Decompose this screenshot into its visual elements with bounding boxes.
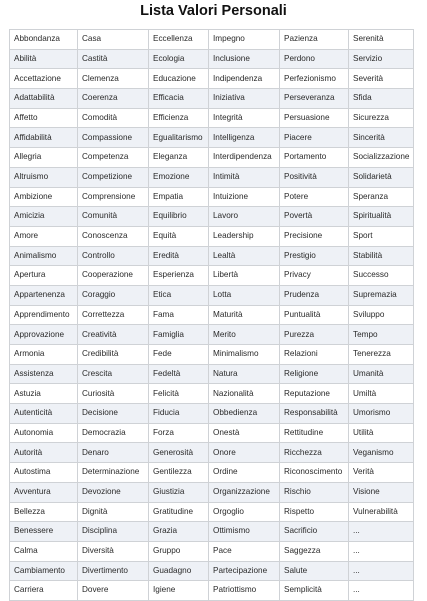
value-cell: Precisione (280, 226, 349, 246)
value-cell: Efficacia (149, 89, 209, 109)
value-cell: Intelligenza (209, 128, 280, 148)
value-cell: Autonomia (10, 423, 78, 443)
value-cell: Piacere (280, 128, 349, 148)
value-cell: Potere (280, 187, 349, 207)
value-cell: Sport (349, 226, 414, 246)
value-cell: Riconoscimento (280, 463, 349, 483)
value-cell: Perdono (280, 49, 349, 69)
value-cell: Ottimismo (209, 522, 280, 542)
value-cell: Natura (209, 364, 280, 384)
value-cell: Speranza (349, 187, 414, 207)
table-row (10, 167, 414, 187)
value-cell: Amicizia (10, 207, 78, 227)
value-cell: Giustizia (149, 482, 209, 502)
table-row (10, 207, 414, 227)
value-cell: Coraggio (78, 285, 149, 305)
value-cell: Iniziativa (209, 89, 280, 109)
value-cell: Forza (149, 423, 209, 443)
page-title: Lista Valori Personali (140, 3, 287, 19)
table-row (10, 69, 414, 89)
value-cell: Educazione (149, 69, 209, 89)
table-row (10, 404, 414, 424)
table-row (10, 285, 414, 305)
value-cell: Accettazione (10, 69, 78, 89)
table-row (10, 423, 414, 443)
table-row (10, 30, 414, 50)
values-table-body (10, 30, 414, 601)
value-cell: Supremazia (349, 285, 414, 305)
value-cell: Competenza (78, 148, 149, 168)
value-cell: Privacy (280, 266, 349, 286)
value-cell: Onore (209, 443, 280, 463)
value-cell: Cambiamento (10, 561, 78, 581)
value-cell: Esperienza (149, 266, 209, 286)
value-cell: Reputazione (280, 384, 349, 404)
value-cell: Curiosità (78, 384, 149, 404)
value-cell: Equità (149, 226, 209, 246)
value-cell: Diversità (78, 541, 149, 561)
value-cell: Tempo (349, 325, 414, 345)
table-row (10, 443, 414, 463)
value-cell: Rischio (280, 482, 349, 502)
value-cell: Casa (78, 30, 149, 50)
value-cell: Relazioni (280, 345, 349, 365)
table-row (10, 187, 414, 207)
value-cell: Severità (349, 69, 414, 89)
value-cell: Onestà (209, 423, 280, 443)
value-cell: Democrazia (78, 423, 149, 443)
value-cell: Empatia (149, 187, 209, 207)
value-cell: Allegria (10, 148, 78, 168)
value-cell: Conoscenza (78, 226, 149, 246)
value-cell: Tenerezza (349, 345, 414, 365)
value-cell: Socializzazione (349, 148, 414, 168)
value-cell: Integrità (209, 108, 280, 128)
value-cell: Sacrificio (280, 522, 349, 542)
table-row (10, 364, 414, 384)
table-row (10, 541, 414, 561)
value-cell: Sincerità (349, 128, 414, 148)
value-cell: Indipendenza (209, 69, 280, 89)
table-row (10, 384, 414, 404)
value-cell: Umanità (349, 364, 414, 384)
table-row (10, 463, 414, 483)
table-row (10, 108, 414, 128)
value-cell: Assistenza (10, 364, 78, 384)
value-cell: Minimalismo (209, 345, 280, 365)
table-row (10, 128, 414, 148)
value-cell: Salute (280, 561, 349, 581)
value-cell: Affetto (10, 108, 78, 128)
value-cell: Comunità (78, 207, 149, 227)
value-cell: Adattabilità (10, 89, 78, 109)
value-cell: Prestigio (280, 246, 349, 266)
value-cell: Positività (280, 167, 349, 187)
value-cell: Animalismo (10, 246, 78, 266)
value-cell: Coerenza (78, 89, 149, 109)
value-cell: Dignità (78, 502, 149, 522)
value-cell: Gratitudine (149, 502, 209, 522)
value-cell: Autenticità (10, 404, 78, 424)
value-cell: Generosità (149, 443, 209, 463)
value-cell: Umorismo (349, 404, 414, 424)
value-cell: Umiltà (349, 384, 414, 404)
value-cell: Approvazione (10, 325, 78, 345)
value-cell: Clemenza (78, 69, 149, 89)
value-cell: Fede (149, 345, 209, 365)
value-cell: Semplicità (280, 581, 349, 601)
value-cell: Puntualità (280, 305, 349, 325)
value-cell: ... (349, 541, 414, 561)
value-cell: Fedeltà (149, 364, 209, 384)
value-cell: Impegno (209, 30, 280, 50)
value-cell: Famiglia (149, 325, 209, 345)
value-cell: Emozione (149, 167, 209, 187)
value-cell: Determinazione (78, 463, 149, 483)
value-cell: Servizio (349, 49, 414, 69)
value-cell: Persuasione (280, 108, 349, 128)
value-cell: Cooperazione (78, 266, 149, 286)
value-cell: Amore (10, 226, 78, 246)
value-cell: Solidarietà (349, 167, 414, 187)
value-cell: Eredità (149, 246, 209, 266)
value-cell: Organizzazione (209, 482, 280, 502)
values-table (9, 29, 414, 601)
value-cell: Utilità (349, 423, 414, 443)
value-cell: Intuizione (209, 187, 280, 207)
value-cell: Veganismo (349, 443, 414, 463)
value-cell: Appartenenza (10, 285, 78, 305)
value-cell: Abilità (10, 49, 78, 69)
value-cell: Sicurezza (349, 108, 414, 128)
value-cell: Portamento (280, 148, 349, 168)
value-cell: Egualitarismo (149, 128, 209, 148)
table-row (10, 148, 414, 168)
value-cell: ... (349, 561, 414, 581)
value-cell: Competizione (78, 167, 149, 187)
value-cell: Affidabilità (10, 128, 78, 148)
value-cell: Grazia (149, 522, 209, 542)
value-cell: Stabilità (349, 246, 414, 266)
value-cell: Felicità (149, 384, 209, 404)
value-cell: Partecipazione (209, 561, 280, 581)
value-cell: Perseveranza (280, 89, 349, 109)
value-cell: Guadagno (149, 561, 209, 581)
value-cell: Denaro (78, 443, 149, 463)
value-cell: Spiritualità (349, 207, 414, 227)
value-cell: Sviluppo (349, 305, 414, 325)
value-cell: Perfezionismo (280, 69, 349, 89)
value-cell: Gentilezza (149, 463, 209, 483)
value-cell: Merito (209, 325, 280, 345)
value-cell: Armonia (10, 345, 78, 365)
value-cell: Autostima (10, 463, 78, 483)
value-cell: Ambizione (10, 187, 78, 207)
value-cell: Libertà (209, 266, 280, 286)
value-cell: Serenità (349, 30, 414, 50)
table-row (10, 246, 414, 266)
value-cell: Equilibrio (149, 207, 209, 227)
value-cell: Decisione (78, 404, 149, 424)
value-cell: Carriera (10, 581, 78, 601)
value-cell: Patriottismo (209, 581, 280, 601)
value-cell: Astuzia (10, 384, 78, 404)
value-cell: Religione (280, 364, 349, 384)
value-cell: Visione (349, 482, 414, 502)
value-cell: Prudenza (280, 285, 349, 305)
value-cell: Maturità (209, 305, 280, 325)
value-cell: Comodità (78, 108, 149, 128)
value-cell: Responsabilità (280, 404, 349, 424)
value-cell: Dovere (78, 581, 149, 601)
value-cell: Nazionalità (209, 384, 280, 404)
value-cell: Abbondanza (10, 30, 78, 50)
value-cell: Comprensione (78, 187, 149, 207)
value-cell: Calma (10, 541, 78, 561)
value-cell: Ecologia (149, 49, 209, 69)
value-cell: ... (349, 581, 414, 601)
value-cell: Lealtà (209, 246, 280, 266)
table-row (10, 89, 414, 109)
table-row (10, 226, 414, 246)
value-cell: Igiene (149, 581, 209, 601)
value-cell: Interdipendenza (209, 148, 280, 168)
value-cell: Fama (149, 305, 209, 325)
value-cell: Disciplina (78, 522, 149, 542)
value-cell: Apprendimento (10, 305, 78, 325)
value-cell: Efficienza (149, 108, 209, 128)
value-cell: Intimità (209, 167, 280, 187)
value-cell: Eleganza (149, 148, 209, 168)
value-cell: Controllo (78, 246, 149, 266)
table-row (10, 49, 414, 69)
table-row (10, 482, 414, 502)
value-cell: Devozione (78, 482, 149, 502)
value-cell: Pazienza (280, 30, 349, 50)
value-cell: Verità (349, 463, 414, 483)
value-cell: Vulnerabilità (349, 502, 414, 522)
value-cell: Compassione (78, 128, 149, 148)
value-cell: Leadership (209, 226, 280, 246)
table-row (10, 325, 414, 345)
value-cell: Bellezza (10, 502, 78, 522)
value-cell: Rettitudine (280, 423, 349, 443)
value-cell: Avventura (10, 482, 78, 502)
value-cell: Divertimento (78, 561, 149, 581)
value-cell: ... (349, 522, 414, 542)
table-row (10, 305, 414, 325)
value-cell: Gruppo (149, 541, 209, 561)
table-row (10, 345, 414, 365)
value-cell: Castità (78, 49, 149, 69)
value-cell: Rispetto (280, 502, 349, 522)
value-cell: Sfida (349, 89, 414, 109)
table-row (10, 561, 414, 581)
value-cell: Obbedienza (209, 404, 280, 424)
value-cell: Benessere (10, 522, 78, 542)
value-cell: Lotta (209, 285, 280, 305)
value-cell: Povertà (280, 207, 349, 227)
value-cell: Correttezza (78, 305, 149, 325)
value-cell: Inclusione (209, 49, 280, 69)
value-cell: Ordine (209, 463, 280, 483)
value-cell: Autorità (10, 443, 78, 463)
table-row (10, 266, 414, 286)
value-cell: Fiducia (149, 404, 209, 424)
value-cell: Ricchezza (280, 443, 349, 463)
value-cell: Etica (149, 285, 209, 305)
table-row (10, 502, 414, 522)
value-cell: Credibilità (78, 345, 149, 365)
value-cell: Apertura (10, 266, 78, 286)
value-cell: Orgoglio (209, 502, 280, 522)
table-row (10, 581, 414, 601)
value-cell: Lavoro (209, 207, 280, 227)
value-cell: Altruismo (10, 167, 78, 187)
value-cell: Purezza (280, 325, 349, 345)
value-cell: Eccellenza (149, 30, 209, 50)
value-cell: Pace (209, 541, 280, 561)
table-row (10, 522, 414, 542)
value-cell: Crescita (78, 364, 149, 384)
value-cell: Creatività (78, 325, 149, 345)
value-cell: Saggezza (280, 541, 349, 561)
value-cell: Successo (349, 266, 414, 286)
